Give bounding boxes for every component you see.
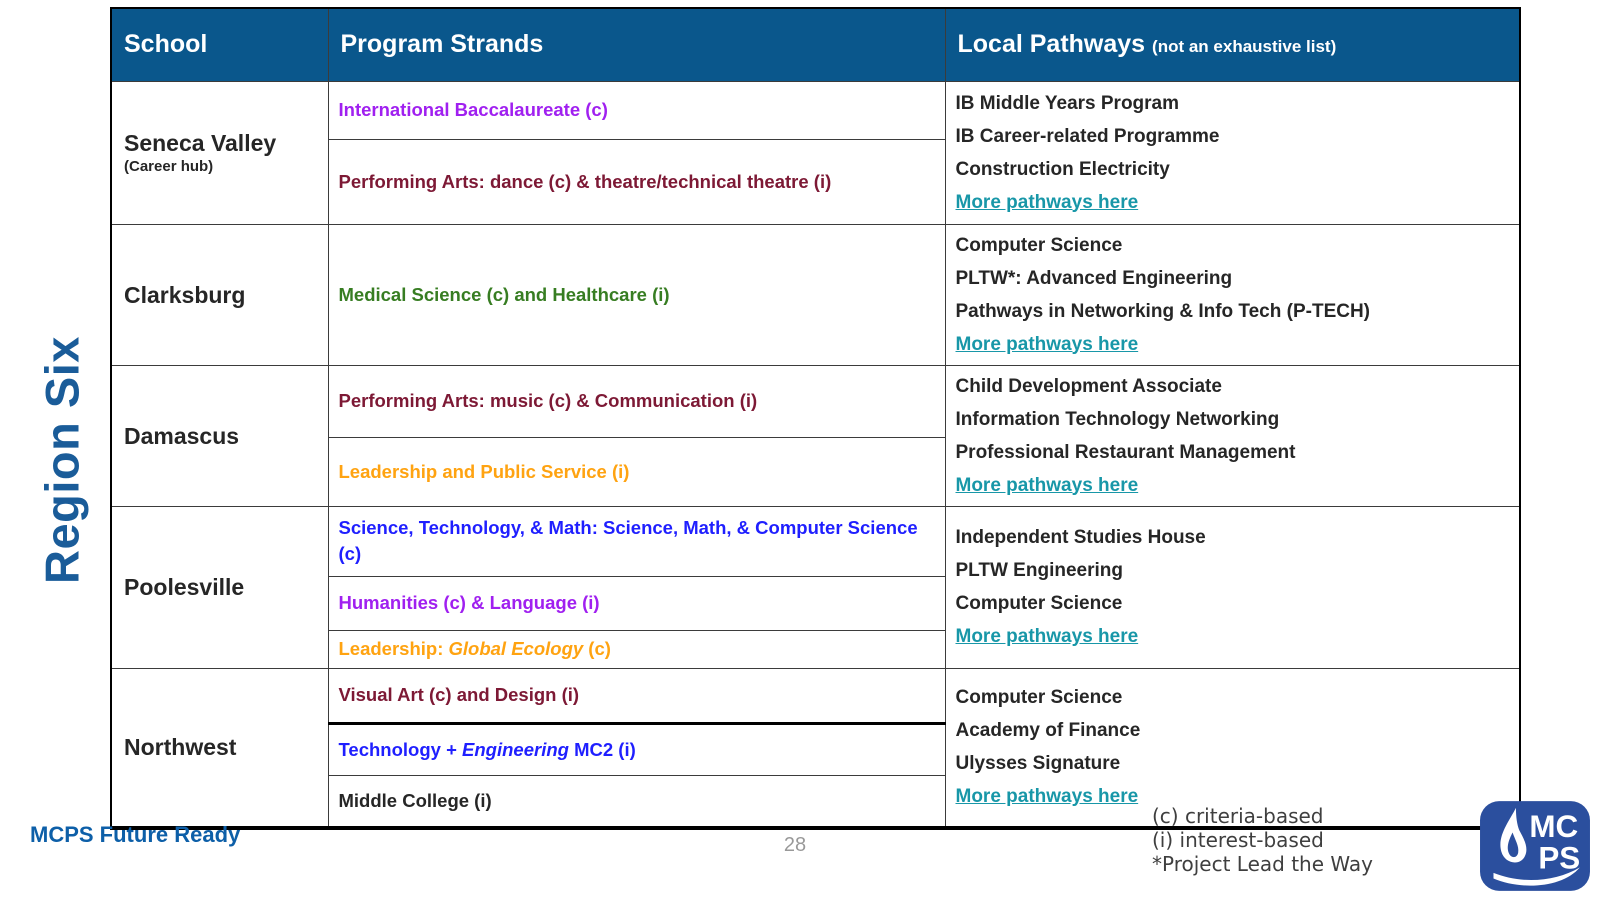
- more-pathways-link[interactable]: More pathways here: [955, 626, 1139, 647]
- more-pathways-link[interactable]: More pathways here: [955, 786, 1139, 808]
- legend: [1152, 804, 1373, 876]
- pathways-cell-poolesville: [945, 506, 1520, 668]
- strand-technology-engineering-mc2: [328, 723, 945, 775]
- strand-science-technology-math: [328, 506, 945, 576]
- legend-interest-based: (i) interest-based: [1152, 828, 1324, 852]
- column-header-local-pathways: [945, 8, 1520, 81]
- pathway-item: IB Career-related Programme: [955, 125, 1220, 147]
- pathway-item: Professional Restaurant Management: [955, 441, 1296, 463]
- pathway-item: PLTW*: Advanced Engineering: [955, 267, 1233, 289]
- strand-middle-college: [328, 775, 945, 828]
- page-number: 28: [783, 834, 807, 856]
- strand-performing-arts-dance: [328, 139, 945, 224]
- strand-humanities-language: [328, 576, 945, 630]
- region-six-table: [110, 7, 1521, 830]
- school-cell-clarksburg: [111, 224, 328, 365]
- legend-project-lead-the-way: *Project Lead the Way: [1152, 852, 1373, 876]
- school-name: Seneca Valley: [124, 129, 277, 156]
- strand-text: Visual Art (c) and Design (i): [338, 684, 580, 705]
- strand-text: Performing Arts: dance (c) & theatre/technical theatre (i): [338, 170, 832, 192]
- logo-text-top: MC: [1529, 809, 1579, 845]
- strand-text: (c): [583, 638, 611, 659]
- footer-brand: MCPS Future Ready: [30, 822, 241, 847]
- pathway-item: Child Development Associate: [955, 375, 1222, 397]
- column-header-program-strands: Program Strands: [328, 8, 945, 81]
- pathway-item: PLTW Engineering: [955, 560, 1123, 581]
- school-cell-seneca-valley: [111, 81, 328, 224]
- more-pathways-link[interactable]: More pathways here: [955, 333, 1139, 355]
- mcps-logo: [1478, 800, 1592, 892]
- pathway-item: Computer Science: [955, 593, 1123, 614]
- column-header-school: School: [111, 8, 328, 81]
- local-pathways-note: (not an exhaustive list): [1152, 37, 1337, 57]
- school-note: (Career hub): [124, 157, 214, 175]
- pathway-item: Academy of Finance: [955, 720, 1141, 742]
- pathway-item: Computer Science: [955, 687, 1123, 709]
- school-cell-damascus: [111, 365, 328, 506]
- school-name: Clarksburg: [124, 281, 246, 308]
- strand-medical-science: [328, 224, 945, 365]
- strand-text-italic: Engineering: [462, 738, 569, 760]
- pathways-cell-clarksburg: [945, 224, 1520, 365]
- region-label: Region Six: [35, 336, 89, 584]
- strand-international-baccalaureate: [328, 81, 945, 139]
- pathway-item: Ulysses Signature: [955, 753, 1121, 775]
- pathways-cell-seneca-valley: [945, 81, 1520, 224]
- local-pathways-title: Local Pathways: [957, 30, 1146, 59]
- pathway-item: Independent Studies House: [955, 527, 1206, 548]
- school-name: Damascus: [124, 422, 240, 449]
- more-pathways-link[interactable]: More pathways here: [955, 474, 1139, 496]
- strand-performing-arts-music: [328, 365, 945, 437]
- strand-text: Leadership and Public Service (i): [338, 460, 630, 482]
- pathway-item: Computer Science: [955, 234, 1123, 256]
- pathway-item: Pathways in Networking & Info Tech (P-TECH): [955, 300, 1371, 322]
- strand-visual-art-design: [328, 668, 945, 723]
- more-pathways-link[interactable]: More pathways here: [955, 191, 1139, 213]
- strand-leadership-public-service: [328, 437, 945, 506]
- school-name: Poolesville: [124, 574, 245, 600]
- strand-leadership-global-ecology: [328, 630, 945, 668]
- strand-text: Science, Technology, & Math: Science, Math, & Computer Science (c): [338, 517, 918, 564]
- logo-text-bottom: PS: [1538, 840, 1581, 876]
- strand-text: Leadership:: [338, 638, 449, 659]
- pathway-item: Information Technology Networking: [955, 408, 1280, 430]
- school-name: Northwest: [124, 734, 237, 761]
- strand-text: International Baccalaureate (c): [338, 99, 608, 120]
- pathways-cell-damascus: [945, 365, 1520, 506]
- legend-criteria-based: (c) criteria-based: [1152, 804, 1324, 828]
- strand-text: Medical Science (c) and Healthcare (i): [338, 283, 670, 305]
- strand-text: Technology +: [338, 738, 463, 760]
- strand-text: Middle College (i): [338, 789, 492, 811]
- pathway-item: Construction Electricity: [955, 158, 1170, 180]
- pathway-item: IB Middle Years Program: [955, 92, 1180, 114]
- strand-text: Humanities (c) & Language (i): [338, 592, 600, 613]
- strand-text: Performing Arts: music (c) & Communication (i): [338, 390, 758, 411]
- school-cell-northwest: [111, 668, 328, 828]
- strand-text: MC2 (i): [568, 738, 636, 760]
- strand-text-italic: Global Ecology: [448, 638, 584, 659]
- school-cell-poolesville: [111, 506, 328, 668]
